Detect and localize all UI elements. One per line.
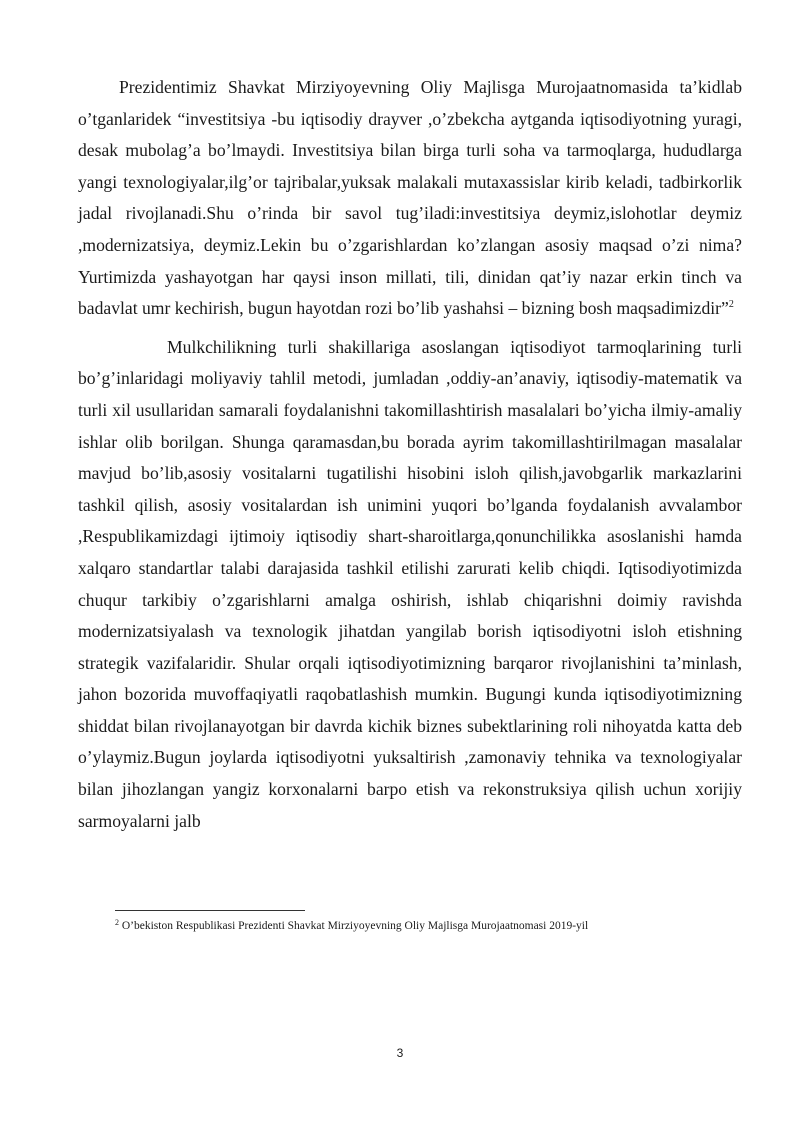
body-text	[78, 72, 742, 837]
paragraph-president-quote	[78, 72, 742, 325]
paragraph-economic-analysis	[78, 332, 742, 838]
footnote-text: O’bekiston Respublikasi Prezidenti Shavkat Mirziyoyevning Oliy Majlisga Murojaatnomasi 2019-yil	[121, 920, 589, 932]
footnote-marker: 2	[115, 918, 119, 927]
footnote-reference[interactable]: 2	[728, 299, 734, 311]
paragraph-text: Mulkchilikning turli shakillariga asoslangan iqtisodiyot tarmoqlarining turli bo’g’inlaridagi moliyaviy tahlil metodi, jumladan ,oddiy-an’anaviy, iqtisodiy-matematik va turli xil usullaridan samarali foydalanishni takomillashtirish masalalari bo’yicha ilmiy-amaliy ishlar olib borilgan. Shunga qaramasdan,bu borada ayrim takomillashtirilmagan masalalar mavjud bo’lib,asosiy vositalarni tugatilishi hisobini isloh qilish,javobgarlik markazlarini tashkil qilish, asosiy vositalardan ish unimini yuqori bo’lganda foydalanish avvalambor ,Respublikamizdagi ijtimoiy iqtisodiy shart-sharoitlarga,qonunchilikka asoslanishi hamda xalqaro standartlar talabi darajasida tashkil etilishi zarurati kelib chiqdi. Iqtisodiyotimizda chuqur tarkibiy o’zgarishlarni amalga oshirish, ishlab chiqarishni doimiy ravishda modernizatsiyalash va texnologik jihatdan yangilab borish iqtisodiyotni isloh etishning strategik vazifalaridir. Shular orqali iqtisodiyotimizning barqaror rivojlanishini ta’minlash, jahon bozorida muvoffaqiyatli raqobatlashish mumkin. Bugungi kunda iqtisodiyotimizning shiddat bilan rivojlanayotgan bir davrda kichik biznes subektlarining roli nihoyatda katta deb o’ylaymiz.Bugun joylarda iqtisodiyotni yuksaltirish ,zamonaviy tehnika va texnologiyalar bilan jihozlangan yangiz korxonalarni barpo etish va rekonstruksiya qilish uchun xorijiy sarmoyalarni jalb	[78, 336, 742, 831]
page-number: 3	[396, 1046, 404, 1060]
footnote-separator	[115, 910, 305, 911]
footnote	[115, 918, 745, 934]
paragraph-text: Prezidentimiz Shavkat Mirziyoyevning Oliy Majlisga Murojaatnomasida ta’kidlab o’tganlaridek “investitsiya -bu iqtisodiy drayver ,o’zbekcha aytganda iqtisodiyotning yuragi, desak mubolag’a bo’lmaydi. Investitsiya bilan birga turli soha va tarmoqlarga, hududlarga yangi texnologiyalar,ilg’or tajribalar,yuksak malakali mutaxassislar kirib keladi, tadbirkorlik jadal rivojlanadi.Shu o’rinda bir savol tug’iladi:investitsiya deymiz,islohotlar deymiz ,modernizatsiya, deymiz.Lekin bu o’zgarishlardan ko’zlangan asosiy maqsad o’zi nima? Yurtimizda yashayotgan har qaysi inson millati, tili, dinidan qat’iy nazar erkin tinch va badavlat umr kechirish, bugun hayotdan rozi bo’lib yashahsi – bizning bosh maqsadimizdir”	[78, 77, 742, 319]
